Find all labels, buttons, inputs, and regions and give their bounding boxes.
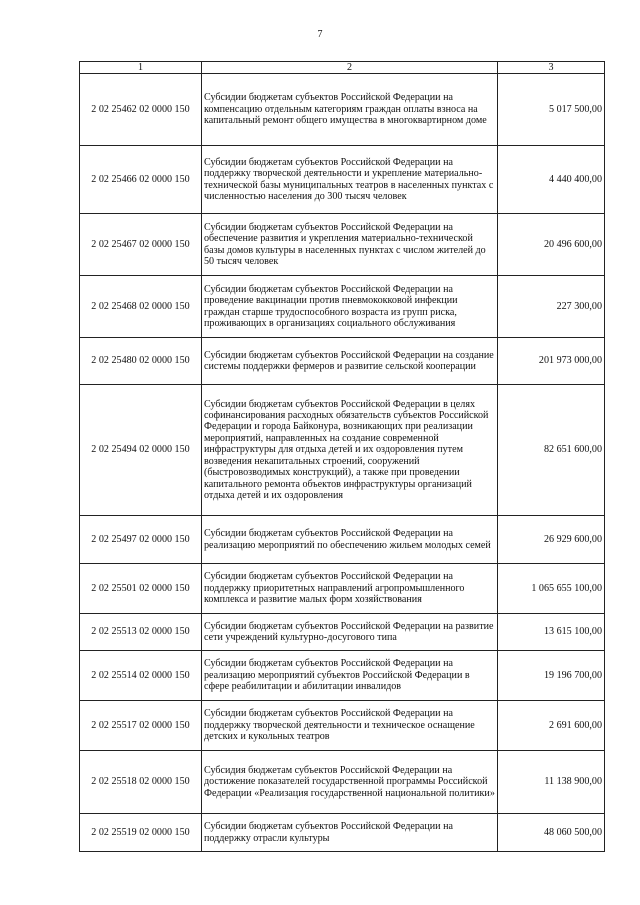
- row-amount: 48 060 500,00: [498, 814, 605, 852]
- row-amount: 4 440 400,00: [498, 146, 605, 214]
- row-amount: 2 691 600,00: [498, 701, 605, 751]
- row-amount: 19 196 700,00: [498, 651, 605, 701]
- row-code: 2 02 25519 02 0000 150: [80, 814, 202, 852]
- row-code: 2 02 25501 02 0000 150: [80, 564, 202, 614]
- row-description: Субсидии бюджетам субъектов Российской Федерации на поддержку творческой деятельности и техническое оснащение детских и кукольных театров: [202, 701, 498, 751]
- table-row: [80, 751, 605, 814]
- row-code: 2 02 25518 02 0000 150: [80, 751, 202, 814]
- table-row: [80, 651, 605, 701]
- row-description: Субсидии бюджетам субъектов Российской Федерации на проведение вакцинации против пневмококковой инфекции граждан старше трудоспособного возраста из групп риска, проживающих в организациях социального обслуживания: [202, 276, 498, 338]
- row-code: 2 02 25514 02 0000 150: [80, 651, 202, 701]
- row-description: Субсидии бюджетам субъектов Российской Федерации на поддержку творческой деятельности и укрепление материально-технической базы муниципальных театров в населенных пунктах с численностью населения до 300 тысяч человек: [202, 146, 498, 214]
- row-description: Субсидии бюджетам субъектов Российской Федерации на создание системы поддержки фермеров и развитие сельской кооперации: [202, 338, 498, 385]
- budget-table: [79, 61, 605, 852]
- row-amount: 227 300,00: [498, 276, 605, 338]
- row-amount: 82 651 600,00: [498, 385, 605, 516]
- row-amount: 13 615 100,00: [498, 614, 605, 651]
- row-description: Субсидии бюджетам субъектов Российской Федерации на реализацию мероприятий по обеспечению жильем молодых семей: [202, 516, 498, 564]
- table-row: [80, 74, 605, 146]
- row-code: 2 02 25513 02 0000 150: [80, 614, 202, 651]
- row-code: 2 02 25462 02 0000 150: [80, 74, 202, 146]
- table-row: [80, 214, 605, 276]
- row-description: Субсидии бюджетам субъектов Российской Федерации в целях софинансирования расходных обязательств субъектов Российской Федерации и города Байконура, возникающих при реализации мероприятий, направленных на создание современной инфраструктуры для отдыха детей и их оздоровления путем возведения некапитальных строений, сооружений (быстровозводимых конструкций), а также при проведении капитального ремонта объектов инфраструктуры организаций отдыха детей и их оздоровления: [202, 385, 498, 516]
- table-header-row: [80, 62, 605, 74]
- row-amount: 26 929 600,00: [498, 516, 605, 564]
- row-code: 2 02 25494 02 0000 150: [80, 385, 202, 516]
- row-description: Субсидии бюджетам субъектов Российской Федерации на обеспечение развития и укрепления материально-технической базы домов культуры в населенных пунктах с числом жителей до 50 тысяч человек: [202, 214, 498, 276]
- row-amount: 11 138 900,00: [498, 751, 605, 814]
- table-row: [80, 614, 605, 651]
- row-code: 2 02 25517 02 0000 150: [80, 701, 202, 751]
- table-row: [80, 516, 605, 564]
- table-row: [80, 338, 605, 385]
- page-number: 7: [317, 29, 323, 40]
- row-description: Субсидии бюджетам субъектов Российской Федерации на реализацию мероприятий субъектов Российской Федерации в сфере реабилитации и абилитации инвалидов: [202, 651, 498, 701]
- column-header-description: 2: [202, 62, 498, 74]
- row-description: Субсидии бюджетам субъектов Российской Федерации на развитие сети учреждений культурно-досугового типа: [202, 614, 498, 651]
- table-row: [80, 564, 605, 614]
- row-description: Субсидии бюджетам субъектов Российской Федерации на поддержку отрасли культуры: [202, 814, 498, 852]
- row-code: 2 02 25467 02 0000 150: [80, 214, 202, 276]
- column-header-amount: 3: [498, 62, 605, 74]
- table-row: [80, 385, 605, 516]
- row-description: Субсидии бюджетам субъектов Российской Федерации на компенсацию отдельным категориям граждан оплаты взноса на капитальный ремонт общего имущества в многоквартирном доме: [202, 74, 498, 146]
- row-code: 2 02 25480 02 0000 150: [80, 338, 202, 385]
- row-amount: 20 496 600,00: [498, 214, 605, 276]
- table-row: [80, 276, 605, 338]
- table-row: [80, 701, 605, 751]
- row-description: Субсидии бюджетам субъектов Российской Федерации на поддержку приоритетных направлений агропромышленного комплекса и развитие малых форм хозяйствования: [202, 564, 498, 614]
- row-description: Субсидия бюджетам субъектов Российской Федерации на достижение показателей государственной программы Российской Федерации «Реализация государственной национальной политики»: [202, 751, 498, 814]
- row-code: 2 02 25466 02 0000 150: [80, 146, 202, 214]
- row-code: 2 02 25497 02 0000 150: [80, 516, 202, 564]
- row-amount: 5 017 500,00: [498, 74, 605, 146]
- row-amount: 1 065 655 100,00: [498, 564, 605, 614]
- table-row: [80, 814, 605, 852]
- column-header-code: 1: [80, 62, 202, 74]
- table-row: [80, 146, 605, 214]
- row-amount: 201 973 000,00: [498, 338, 605, 385]
- row-code: 2 02 25468 02 0000 150: [80, 276, 202, 338]
